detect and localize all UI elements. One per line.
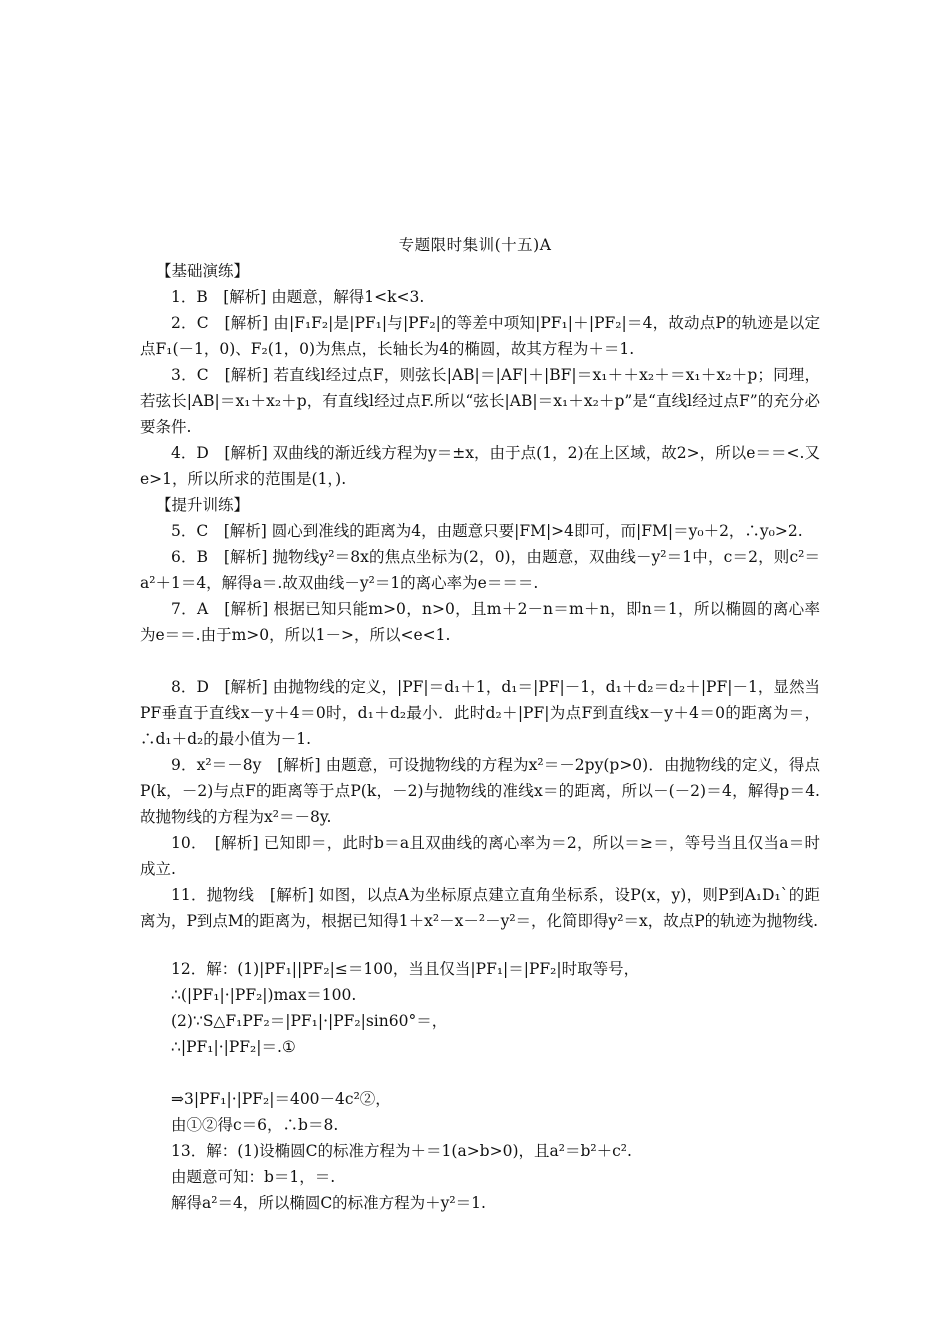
- answer-13-line-3: 解得a²＝4，所以椭圆C的标准方程为＋y²＝1.: [171, 1194, 486, 1212]
- answer-3: 3．C [解析] 若直线l经过点F，则弦长|AB|＝|AF|＋|BF|＝x₁＋＋x₂＋＝x₁＋x₂＋p；同理，若弦长|AB|＝x₁＋x₂＋p，有直线l经过点F.所以“弦长|AB|＝x₁＋x₂＋p”是“直线l经过点F”的充分必要条件.: [140, 366, 820, 436]
- answer-12-line-1: 12．解：(1)|PF₁||PF₂|≤＝100，当且仅当|PF₁|＝|PF₂|时取等号，: [171, 960, 640, 978]
- answer-9: 9．x²＝－8y [解析] 由题意，可设抛物线的方程为x²＝－2py(p>0)．由抛物线的定义，得点P(k，－2)与点F的距离等于点P(k，－2)与抛物线的准线x＝的距离，所以－(－2)＝4，解得p＝4.故抛物线的方程为x²＝－8y.: [140, 756, 820, 826]
- page-title: 专题限时集训(十五)A: [398, 236, 552, 254]
- answer-11: 11．抛物线 [解析] 如图，以点A为坐标原点建立直角坐标系，设P(x，y)，则P到A₁D₁`的距离为，P到点M的距离为，根据已知得1＋x²－x－²－y²＝，化简即得y²＝x，故点P的轨迹为抛物线.: [140, 886, 820, 930]
- answer-12-line-3: (2)∵S△F₁PF₂＝|PF₁|·|PF₂|sin60°＝，: [171, 1012, 448, 1030]
- answer-12-line-6: 由①②得c＝6，∴b＝8.: [171, 1116, 339, 1134]
- answer-8: 8．D [解析] 由抛物线的定义，|PF|＝d₁＋1，d₁＝|PF|－1，d₁＋d₂＝d₂＋|PF|－1，显然当PF垂直于直线x－y＋4＝0时，d₁＋d₂最小．此时d₂＋|PF|为点F到直线x－y＋4＝0的距离为＝，∴d₁＋d₂的最小值为－1.: [140, 678, 820, 748]
- answer-13-line-2: 由题意可知：b＝1，＝.: [171, 1168, 336, 1186]
- spacer: [140, 1060, 820, 1086]
- answer-12-line-5: ⇒3|PF₁|·|PF₂|＝400－4c²②，: [171, 1090, 391, 1108]
- spacer: [140, 648, 820, 674]
- answer-4: 4．D [解析] 双曲线的渐近线方程为y＝±x，由于点(1，2)在上区域，故2>，所以e＝＝<.又e>1，所以所求的范围是(1，).: [140, 444, 820, 488]
- answer-13-line-1: 13．解：(1)设椭圆C的标准方程为＋＝1(a>b>0)，且a²＝b²＋c².: [171, 1142, 632, 1160]
- answer-10: 10． [解析] 已知即＝，此时b＝a且双曲线的离心率为＝2，所以＝≥＝，等号当且仅当a＝时成立.: [140, 834, 820, 878]
- answer-6: 6．B [解析] 抛物线y²＝8x的焦点坐标为(2，0)，由题意，双曲线－y²＝1中，c＝2，则c²＝a²＋1＝4，解得a＝.故双曲线－y²＝1的离心率为e＝＝＝.: [140, 548, 820, 592]
- answer-body: [140, 258, 820, 1216]
- answer-12-line-4: ∴|PF₁|·|PF₂|＝.①: [171, 1038, 296, 1056]
- answer-7: 7．A [解析] 根据已知只能m>0，n>0，且m＋2－n＝m＋n，即n＝1，所以椭圆的离心率为e＝＝.由于m>0，所以1－>，所以<e<1.: [140, 600, 820, 644]
- section-heading-advanced: 【提升训练】: [156, 496, 250, 514]
- section-heading-basic: 【基础演练】: [156, 262, 250, 280]
- answer-5: 5．C [解析] 圆心到准线的距离为4，由题意只要|FM|>4即可，而|FM|＝y₀＋2，∴y₀>2.: [171, 522, 803, 540]
- answer-12-line-2: ∴(|PF₁|·|PF₂|)max＝100.: [171, 986, 357, 1004]
- answer-1: 1．B [解析] 由题意，解得1<k<3.: [171, 288, 425, 306]
- answer-2: 2．C [解析] 由|F₁F₂|是|PF₁|与|PF₂|的等差中项知|PF₁|＋|PF₂|＝4，故动点P的轨迹是以定点F₁(－1，0)、F₂(1，0)为焦点，长轴长为4的椭圆，故其方程为＋＝1.: [140, 314, 820, 358]
- spacer: [140, 934, 820, 956]
